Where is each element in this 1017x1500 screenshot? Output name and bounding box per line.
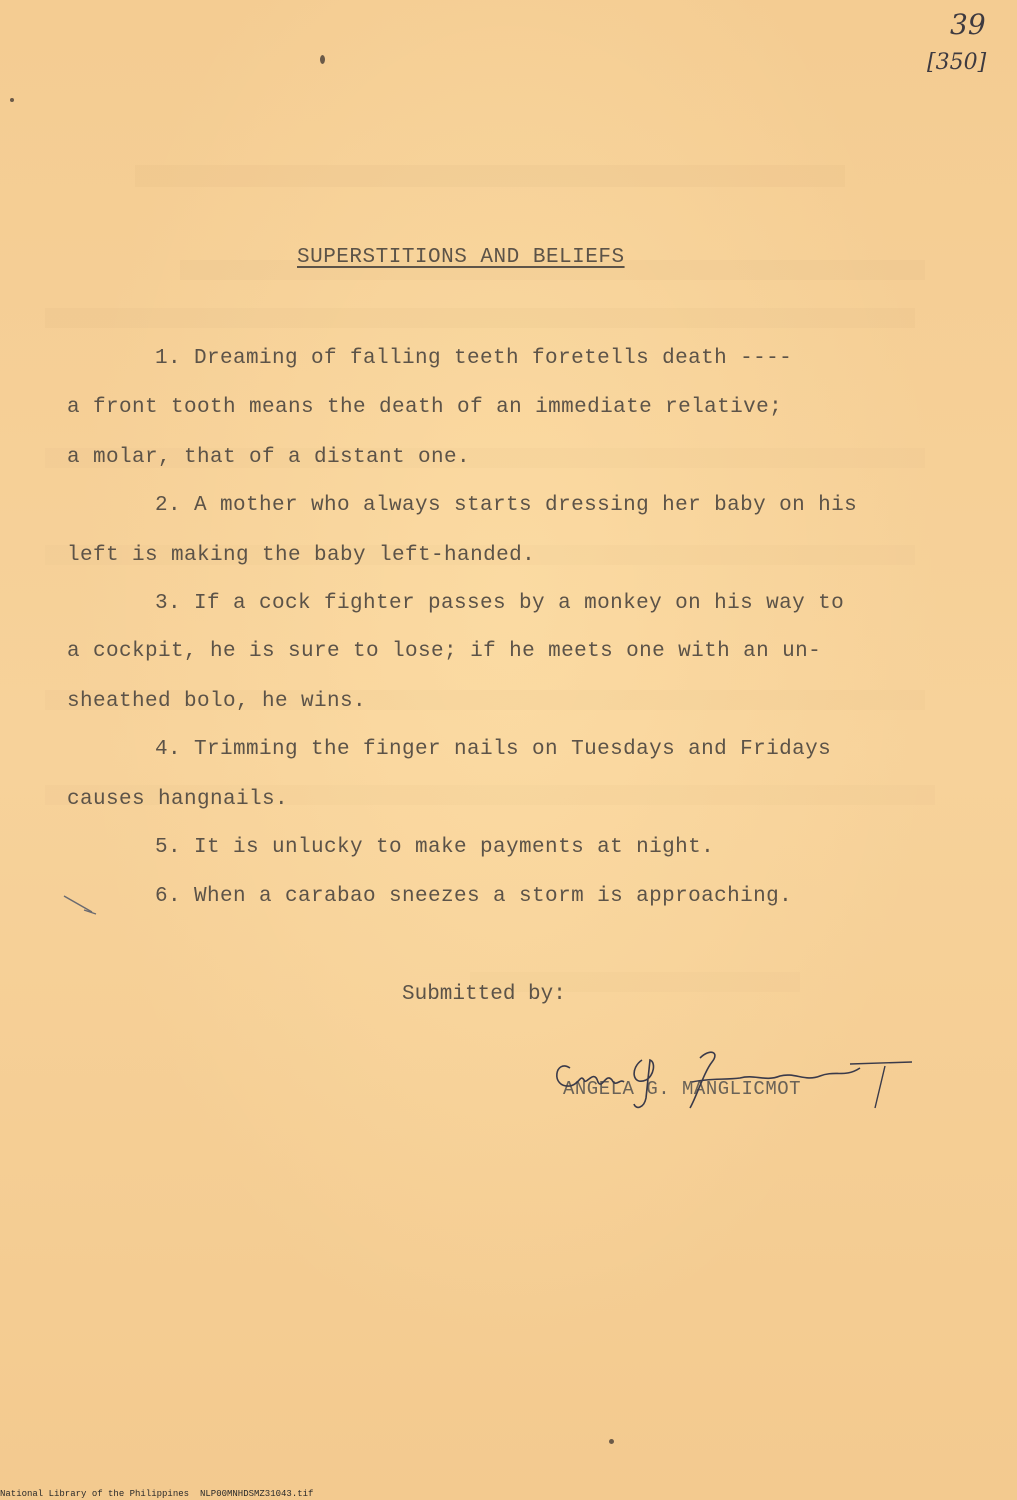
footer-file: NLP00MNHDSMZ31043.tif	[200, 1489, 314, 1499]
handwritten-signature	[550, 1038, 920, 1118]
body-line: sheathed bolo, he wins.	[67, 690, 367, 713]
body-line: 1. Dreaming of falling teeth foretells death ----	[155, 347, 793, 370]
body-line: 4. Trimming the finger nails on Tuesdays and Fridays	[155, 738, 832, 761]
bleed-through-text	[45, 308, 915, 328]
body-line: causes hangnails.	[67, 788, 289, 811]
bleed-through-text	[135, 165, 845, 187]
submitted-by-label: Submitted by:	[402, 983, 566, 1006]
body-line: 2. A mother who always starts dressing her baby on his	[155, 494, 858, 517]
pencil-mark-icon	[62, 892, 98, 918]
body-line: 5. It is unlucky to make payments at night.	[155, 836, 715, 859]
body-line: a front tooth means the death of an immediate relative;	[67, 396, 783, 419]
body-line: 3. If a cock fighter passes by a monkey on his way to	[155, 592, 845, 615]
document-title: SUPERSTITIONS AND BELIEFS	[297, 246, 625, 269]
body-line: a molar, that of a distant one.	[67, 446, 471, 469]
footer-library: National Library of the Philippines	[0, 1489, 190, 1499]
body-line: a cockpit, he is sure to lose; if he meets one with an un-	[67, 640, 822, 663]
typed-signatory-name: ANGELA G. MANGLICMOT	[563, 1078, 802, 1100]
body-line: left is making the baby left-handed.	[67, 544, 536, 567]
body-line: 6. When a carabao sneezes a storm is approaching.	[155, 885, 793, 908]
folio-number: 39	[950, 8, 986, 41]
paper-speck	[320, 55, 325, 64]
paper-speck	[10, 98, 14, 102]
folio-bracket-number: [350]	[927, 50, 987, 75]
paper-speck	[609, 1439, 614, 1444]
